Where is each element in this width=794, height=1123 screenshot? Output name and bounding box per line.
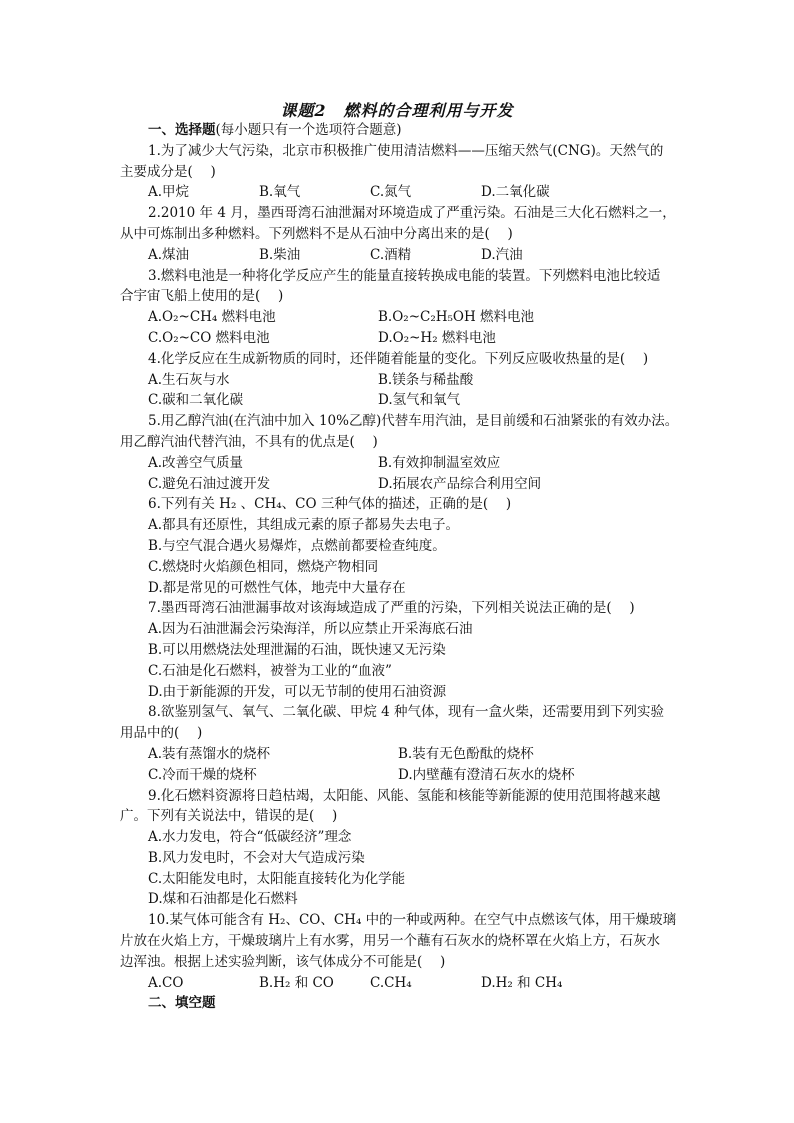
option-a: A.煤油 <box>148 246 190 263</box>
page-title: 课题2 燃料的合理利用与开发 <box>280 101 514 120</box>
option-c: C.酒精 <box>370 246 412 263</box>
question-8-options-row1 <box>120 744 680 765</box>
question-9-text-cont: 广。下列有关说法中，错误的是( ) <box>120 808 338 825</box>
option-d: D.由于新能源的开发，可以无节制的使用石油资源 <box>148 683 447 700</box>
question-8-options-row2 <box>120 765 680 786</box>
question-2-text-cont: 从中可炼制出多种燃料。下列燃料不是从石油中分离出来的是( ) <box>120 225 513 242</box>
option-c: C.碳和二氧化碳 <box>148 392 244 409</box>
option-d: D.拓展农产品综合利用空间 <box>378 475 542 492</box>
option-a: A.都具有还原性，其组成元素的原子都易失去电子。 <box>148 517 460 534</box>
question-1-text-cont: 主要成分是( ) <box>120 163 216 180</box>
question-3-options-row1 <box>120 307 680 328</box>
option-d: D.O₂~H₂ 燃料电池 <box>378 329 496 346</box>
option-d: D.内壁蘸有澄清石灰水的烧杯 <box>398 766 575 783</box>
option-c: C.氮气 <box>370 184 412 201</box>
question-2-options <box>120 245 680 266</box>
question-5-options-row1 <box>120 453 680 474</box>
question-5-text: 5.用乙醇汽油(在汽油中加入 10%乙醇)代替车用汽油，是目前缓和石油紧张的有效办法。 <box>148 413 679 430</box>
question-8-text: 8.欲鉴别氢气、氧气、二氧化碳、甲烷 4 种气体，现有一盒火柴，还需要用到下列实验 <box>148 704 665 721</box>
document-body <box>120 120 680 1014</box>
option-b: B.有效抑制温室效应 <box>378 454 501 471</box>
question-10-options <box>120 973 680 994</box>
option-c: C.O₂~CO 燃料电池 <box>148 329 270 346</box>
question-9-text: 9.化石燃料资源将日趋枯竭，太阳能、风能、氢能和核能等新能源的使用范围将越来越 <box>148 787 661 804</box>
question-6-text: 6.下列有关 H₂ 、CH₄、CO 三种气体的描述，正确的是( ) <box>148 496 512 513</box>
option-b: B.与空气混合遇火易爆炸，点燃前都要检查纯度。 <box>148 537 446 554</box>
option-b: B.氧气 <box>259 184 301 201</box>
question-1-text: 1.为了减少大气污染，北京市积极推广使用清洁燃料——压缩天然气(CNG)。天然气的 <box>148 142 664 159</box>
option-b: B.风力发电时，不会对大气造成污染 <box>148 849 365 866</box>
option-b: B.装有无色酚酞的烧杯 <box>398 745 534 762</box>
option-c: C.冷而干燥的烧杯 <box>148 766 257 783</box>
question-10-text: 10.某气体可能含有 H₂、CO、CH₄ 中的一种或两种。在空气中点燃该气体，用干燥玻璃 <box>148 912 677 929</box>
option-c: C.CH₄ <box>370 974 412 991</box>
question-3-text: 3.燃料电池是一种将化学反应产生的能量直接转换成电能的装置。下列燃料电池比较适 <box>148 267 661 284</box>
option-b: B.可以用燃烧法处理泄漏的石油，既快速又无污染 <box>148 641 446 658</box>
option-b: B.O₂~C₂H₅OH 燃料电池 <box>378 309 535 326</box>
option-c: C.石油是化石燃料，被誉为工业的“血液” <box>148 662 392 679</box>
option-c: C.避免石油过渡开发 <box>148 475 271 492</box>
question-10-text-cont: 片放在火焰上方，干燥玻璃片上有水雾，用另一个蘸有石灰水的烧杯罩在火焰上方，石灰水 <box>120 933 660 950</box>
option-a: A.装有蒸馏水的烧杯 <box>148 745 271 762</box>
option-d: D.氢气和氧气 <box>378 392 461 409</box>
question-3-text-cont: 合宇宙飞船上使用的是( ) <box>120 288 284 305</box>
question-3-options-row2 <box>120 328 680 349</box>
question-5-text-cont: 用乙醇汽油代替汽油，不具有的优点是( ) <box>120 433 378 450</box>
section-heading-choice <box>120 120 680 141</box>
option-b: B.H₂ 和 CO <box>259 974 334 991</box>
option-d: D.H₂ 和 CH₄ <box>481 974 563 991</box>
option-a: A.水力发电，符合“低碳经济”理念 <box>148 829 352 846</box>
section-title: 一、选择题 <box>148 122 216 138</box>
section-heading-fill: 二、填空题 <box>148 995 216 1012</box>
question-7-text: 7.墨西哥湾石油泄漏事故对该海域造成了严重的污染，下列相关说法正确的是( ) <box>148 600 635 617</box>
question-8-text-cont: 用品中的( ) <box>120 725 203 742</box>
question-5-options-row2 <box>120 474 680 495</box>
option-a: A.生石灰与水 <box>148 371 230 388</box>
option-d: D.汽油 <box>481 246 523 263</box>
option-b: B.柴油 <box>259 246 301 263</box>
option-a: A.改善空气质量 <box>148 454 244 471</box>
option-d: D.二氧化碳 <box>481 184 550 201</box>
question-2-text: 2.2010 年 4 月，墨西哥湾石油泄漏对环境造成了严重污染。石油是三大化石燃料之一， <box>148 205 676 222</box>
question-4-options-row2 <box>120 390 680 411</box>
option-d: D.都是常见的可燃性气体，地壳中大量存在 <box>148 579 406 596</box>
option-d: D.煤和石油都是化石燃料 <box>148 891 298 908</box>
option-c: C.太阳能发电时，太阳能直接转化为化学能 <box>148 870 406 887</box>
section-note: (每小题只有一个选项符合题意) <box>215 122 402 138</box>
option-a: A.甲烷 <box>148 184 190 201</box>
question-4-options-row1 <box>120 370 680 391</box>
question-10-text-cont2: 边浑浊。根据上述实验判断，该气体成分不可能是( ) <box>120 953 446 970</box>
question-4-text: 4.化学反应在生成新物质的同时，还伴随着能量的变化。下列反应吸收热量的是( ) <box>148 350 649 367</box>
question-1-options <box>120 182 680 203</box>
option-c: C.燃烧时火焰颜色相同，燃烧产物相同 <box>148 558 379 575</box>
option-a: A.CO <box>148 974 184 991</box>
option-b: B.镁条与稀盐酸 <box>378 371 474 388</box>
option-a: A.因为石油泄漏会污染海洋，所以应禁止开采海底石油 <box>148 621 473 638</box>
option-a: A.O₂~CH₄ 燃料电池 <box>148 309 276 326</box>
